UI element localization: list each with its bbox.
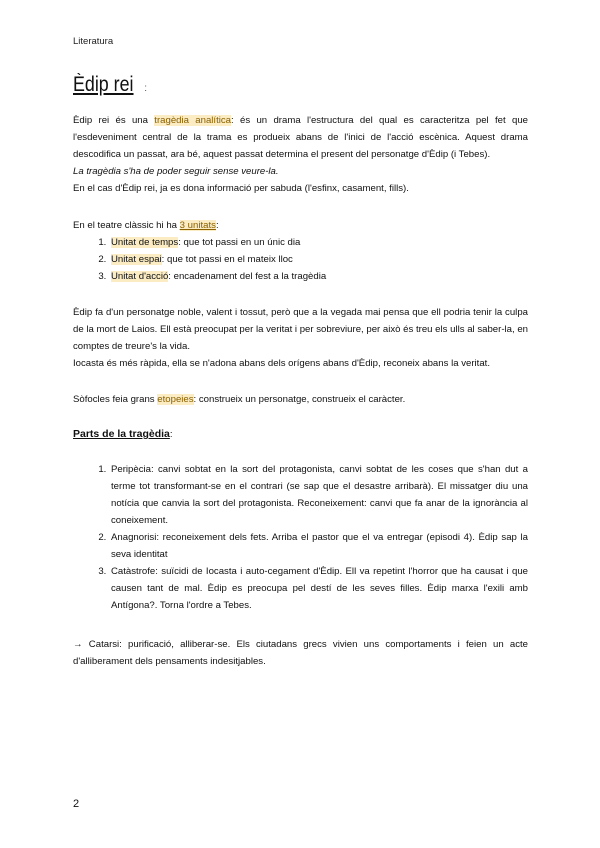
unitat-accio-label: Unitat d'acció [111, 271, 169, 282]
page-header: Literatura [73, 36, 114, 47]
list-item-text: : que tot passi en el mateix lloc [161, 254, 293, 265]
unitats-colon: : [215, 220, 219, 231]
highlight-etopeies: etopeies [157, 394, 194, 405]
parts-heading-colon: : [169, 429, 173, 440]
highlight-tragedia-analitica: tragèdia analítica [154, 115, 232, 126]
list-item-text: : que tot passi en un únic dia [178, 237, 301, 248]
unitat-espai-label: Unitat espai [111, 254, 162, 265]
list-item [109, 268, 528, 285]
parts-heading: Parts de la tragèdia [73, 428, 170, 440]
intro-paragraph [73, 112, 528, 197]
iocasta-text: Iocasta és més ràpida, ella se n'adona abans dels orígens abans d'Èdip, reconeix abans la veritat. [73, 358, 490, 369]
list-item: 2. Anagnorisi: reconeixement dels fets. Arriba el pastor que el va entregar (episodi 4). Èdip sap la seva identitat [109, 529, 528, 563]
unitats-list [73, 234, 528, 285]
page-title: Èdip rei [73, 73, 134, 96]
highlight-3-unitats: 3 unitats [179, 220, 216, 231]
catarsi-text: → Catarsi: purificació, alliberar-se. Els ciutadans grecs vivien uns comportaments i feien un acte d'alliberament dels pensaments indesitjables. [73, 639, 528, 667]
parts-list [73, 461, 528, 614]
list-item: 1. Peripècia: canvi sobtat en la sort del protagonista, canvi sobtat de les coses que s'han dut a terme tot transformant-se en el contrari (se sap que el desastre arribarà). El missatger diu una notícia que canvia la sort del protagonista. Reconeixement: canvi que fa anar de la ignorància al coneixement. [109, 461, 528, 529]
list-item: 3. Catàstrofe: suïcidi de Iocasta i auto-cegament d'Èdip. Ell va repetint l'horror que ha causat i que causen tant de mal. Èdip es preocupa pel destí de les seves filles. Èdip marxa l'exili amb Antígona?. Torna l'ordre a Tebes. [109, 563, 528, 614]
edip-paragraph [73, 304, 528, 372]
parts-section [73, 461, 528, 614]
parts-heading-block [73, 426, 528, 443]
unitat-temps-label: Unitat de temps [111, 237, 179, 248]
sofocles-text-a: Sòfocles feia grans [73, 394, 158, 405]
sofocles-text-b: : construeix un personatge, construeix el caràcter. [193, 394, 406, 405]
intro-italic: La tragèdia s'ha de poder seguir sense veure-la. [73, 166, 279, 177]
list-item [109, 234, 528, 251]
list-item-text: : encadenament del fest a la tragèdia [168, 271, 327, 282]
intro-text-c: En el cas d'Èdip rei, ja es dona informació per sabuda (l'esfinx, casament, fills). [73, 183, 409, 194]
catarsi-paragraph [73, 636, 528, 670]
unitats-section [73, 217, 528, 285]
unitats-lead: En el teatre clàssic hi ha [73, 220, 180, 231]
sofocles-paragraph [73, 391, 528, 408]
title-colon: : [144, 83, 147, 94]
list-item [109, 251, 528, 268]
intro-text-b: : és un drama l'estructura del qual es caracteritza pel fet que l'esdeveniment central de la trama es produeix abans de l'inici de l'acció escènica. Aquest drama descodifica un passat, ara bé, aquest passat determina el present del personatge d'Èdip (i Tebes). [73, 115, 528, 160]
page-number: 2 [73, 798, 80, 810]
title-block [73, 73, 147, 97]
edip-text: Èdip fa d'un personatge noble, valent i tossut, però que a la vegada mai pensa que ell podria tenir la culpa de la mort de Laios. Ell està preocupat per la veritat i per sobreviure, per això és treu els ulls al saber-la, en comptes de treure's la vida. [73, 307, 528, 352]
intro-text-a: Èdip rei és una [73, 115, 155, 126]
